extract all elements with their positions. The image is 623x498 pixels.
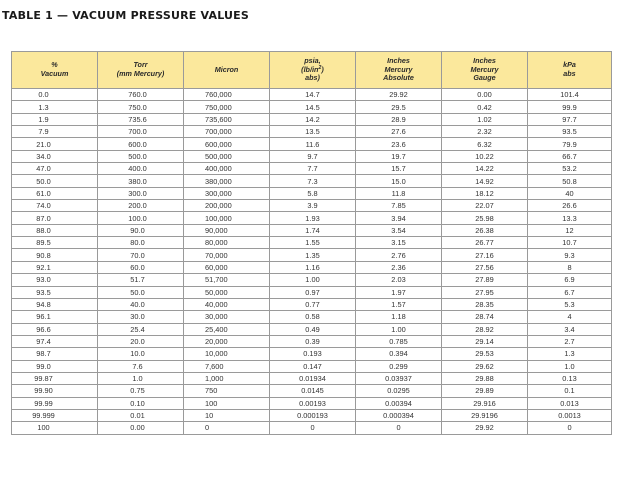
cell-kpa-abs: 12 [528, 224, 612, 236]
cell-inches-hg-gauge: 29.88 [442, 372, 528, 384]
cell-torr: 735.6 [98, 113, 184, 125]
header-percent-vacuum: % Vacuum [12, 52, 98, 89]
cell-inches-hg-absolute: 1.18 [356, 311, 442, 323]
cell-inches-hg-gauge: 26.38 [442, 224, 528, 236]
cell-kpa-abs: 5.3 [528, 298, 612, 310]
cell-inches-hg-absolute: 2.76 [356, 249, 442, 261]
cell-inches-hg-absolute: 0.00394 [356, 397, 442, 409]
cell-psia: 11.6 [270, 138, 356, 150]
header-kpa-abs: kPa abs [528, 52, 612, 89]
cell-inches-hg-absolute: 3.54 [356, 224, 442, 236]
cell-kpa-abs: 6.9 [528, 274, 612, 286]
cell-micron: 50,000 [184, 286, 270, 298]
cell-psia: 0.49 [270, 323, 356, 335]
cell-percent-vacuum: 100 [12, 422, 98, 434]
cell-inches-hg-gauge: 29.89 [442, 385, 528, 397]
table-row [12, 89, 612, 101]
cell-inches-hg-gauge: 14.22 [442, 163, 528, 175]
cell-micron: 51,700 [184, 274, 270, 286]
cell-percent-vacuum: 92.1 [12, 261, 98, 273]
cell-inches-hg-absolute: 0.299 [356, 360, 442, 372]
cell-micron: 40,000 [184, 298, 270, 310]
cell-percent-vacuum: 99.90 [12, 385, 98, 397]
cell-torr: 90.0 [98, 224, 184, 236]
cell-torr: 300.0 [98, 187, 184, 199]
table-row [12, 385, 612, 397]
table-row [12, 422, 612, 434]
cell-psia: 1.55 [270, 237, 356, 249]
cell-torr: 1.0 [98, 372, 184, 384]
cell-percent-vacuum: 88.0 [12, 224, 98, 236]
cell-micron: 20,000 [184, 335, 270, 347]
cell-inches-hg-absolute: 0.785 [356, 335, 442, 347]
cell-psia: 1.74 [270, 224, 356, 236]
cell-inches-hg-absolute: 15.0 [356, 175, 442, 187]
cell-inches-hg-gauge: 28.35 [442, 298, 528, 310]
cell-percent-vacuum: 96.6 [12, 323, 98, 335]
cell-kpa-abs: 0 [528, 422, 612, 434]
cell-kpa-abs: 10.7 [528, 237, 612, 249]
cell-torr: 750.0 [98, 101, 184, 113]
cell-psia: 1.16 [270, 261, 356, 273]
cell-inches-hg-absolute: 3.15 [356, 237, 442, 249]
cell-percent-vacuum: 7.9 [12, 126, 98, 138]
cell-percent-vacuum: 0.0 [12, 89, 98, 101]
cell-psia: 13.5 [270, 126, 356, 138]
cell-torr: 80.0 [98, 237, 184, 249]
cell-kpa-abs: 40 [528, 187, 612, 199]
cell-inches-hg-gauge: 29.9196 [442, 409, 528, 421]
cell-micron: 100,000 [184, 212, 270, 224]
cell-psia: 0 [270, 422, 356, 434]
cell-micron: 25,400 [184, 323, 270, 335]
cell-kpa-abs: 2.7 [528, 335, 612, 347]
cell-torr: 760.0 [98, 89, 184, 101]
cell-inches-hg-absolute: 28.9 [356, 113, 442, 125]
cell-inches-hg-gauge: 27.16 [442, 249, 528, 261]
cell-micron: 200,000 [184, 200, 270, 212]
table-row [12, 101, 612, 113]
cell-micron: 500,000 [184, 150, 270, 162]
header-inches-mercury-gauge: Inches Mercury Gauge [442, 52, 528, 89]
cell-micron: 0 [184, 422, 270, 434]
cell-torr: 100.0 [98, 212, 184, 224]
cell-percent-vacuum: 74.0 [12, 200, 98, 212]
cell-inches-hg-absolute: 23.6 [356, 138, 442, 150]
header-inches-mercury-absolute: Inches Mercury Absolute [356, 52, 442, 89]
cell-torr: 20.0 [98, 335, 184, 347]
cell-psia: 0.00193 [270, 397, 356, 409]
table-body [12, 89, 612, 435]
cell-torr: 51.7 [98, 274, 184, 286]
cell-inches-hg-gauge: 1.02 [442, 113, 528, 125]
table-row [12, 175, 612, 187]
cell-torr: 380.0 [98, 175, 184, 187]
cell-micron: 80,000 [184, 237, 270, 249]
cell-micron: 100 [184, 397, 270, 409]
table-row [12, 274, 612, 286]
cell-inches-hg-absolute: 7.85 [356, 200, 442, 212]
cell-torr: 60.0 [98, 261, 184, 273]
cell-torr: 0.01 [98, 409, 184, 421]
cell-torr: 0.00 [98, 422, 184, 434]
cell-torr: 7.6 [98, 360, 184, 372]
table-row [12, 224, 612, 236]
cell-percent-vacuum: 50.0 [12, 175, 98, 187]
cell-percent-vacuum: 89.5 [12, 237, 98, 249]
cell-inches-hg-absolute: 3.94 [356, 212, 442, 224]
cell-inches-hg-absolute: 0 [356, 422, 442, 434]
cell-kpa-abs: 8 [528, 261, 612, 273]
table-row [12, 409, 612, 421]
cell-psia: 0.193 [270, 348, 356, 360]
cell-percent-vacuum: 96.1 [12, 311, 98, 323]
cell-micron: 30,000 [184, 311, 270, 323]
cell-psia: 7.7 [270, 163, 356, 175]
cell-psia: 14.2 [270, 113, 356, 125]
cell-inches-hg-gauge: 29.62 [442, 360, 528, 372]
cell-micron: 10,000 [184, 348, 270, 360]
cell-inches-hg-absolute: 1.97 [356, 286, 442, 298]
cell-inches-hg-absolute: 0.000394 [356, 409, 442, 421]
cell-psia: 0.000193 [270, 409, 356, 421]
table-row [12, 298, 612, 310]
table-row [12, 138, 612, 150]
cell-kpa-abs: 50.8 [528, 175, 612, 187]
table-row [12, 311, 612, 323]
cell-percent-vacuum: 93.5 [12, 286, 98, 298]
cell-torr: 500.0 [98, 150, 184, 162]
header-psia: psia, $(lb/in^2)$ abs) [270, 52, 356, 89]
table-row [12, 113, 612, 125]
table-row [12, 163, 612, 175]
cell-micron: 735,600 [184, 113, 270, 125]
cell-psia: 0.97 [270, 286, 356, 298]
cell-percent-vacuum: 34.0 [12, 150, 98, 162]
cell-kpa-abs: 101.4 [528, 89, 612, 101]
cell-inches-hg-gauge: 2.32 [442, 126, 528, 138]
cell-percent-vacuum: 1.3 [12, 101, 98, 113]
cell-inches-hg-absolute: 2.36 [356, 261, 442, 273]
cell-psia: 0.39 [270, 335, 356, 347]
cell-micron: 400,000 [184, 163, 270, 175]
cell-percent-vacuum: 94.8 [12, 298, 98, 310]
cell-inches-hg-gauge: 0.42 [442, 101, 528, 113]
table-row [12, 286, 612, 298]
cell-torr: 600.0 [98, 138, 184, 150]
cell-inches-hg-gauge: 29.92 [442, 422, 528, 434]
cell-kpa-abs: 93.5 [528, 126, 612, 138]
table-row [12, 348, 612, 360]
cell-psia: 14.5 [270, 101, 356, 113]
cell-inches-hg-absolute: 0.394 [356, 348, 442, 360]
cell-kpa-abs: 3.4 [528, 323, 612, 335]
cell-kpa-abs: 97.7 [528, 113, 612, 125]
cell-inches-hg-gauge: 27.56 [442, 261, 528, 273]
cell-micron: 750,000 [184, 101, 270, 113]
cell-inches-hg-absolute: 1.00 [356, 323, 442, 335]
vacuum-pressure-table [11, 51, 612, 435]
cell-kpa-abs: 79.9 [528, 138, 612, 150]
cell-kpa-abs: 4 [528, 311, 612, 323]
cell-inches-hg-gauge: 27.95 [442, 286, 528, 298]
cell-inches-hg-gauge: 29.14 [442, 335, 528, 347]
table-row [12, 212, 612, 224]
cell-micron: 1,000 [184, 372, 270, 384]
cell-percent-vacuum: 99.999 [12, 409, 98, 421]
cell-psia: 3.9 [270, 200, 356, 212]
cell-inches-hg-gauge: 26.77 [442, 237, 528, 249]
cell-percent-vacuum: 97.4 [12, 335, 98, 347]
cell-torr: 10.0 [98, 348, 184, 360]
cell-torr: 50.0 [98, 286, 184, 298]
cell-psia: 1.93 [270, 212, 356, 224]
table-row [12, 261, 612, 273]
cell-percent-vacuum: 99.87 [12, 372, 98, 384]
cell-inches-hg-absolute: 29.92 [356, 89, 442, 101]
cell-torr: 0.10 [98, 397, 184, 409]
cell-inches-hg-absolute: 0.0295 [356, 385, 442, 397]
cell-kpa-abs: 0.13 [528, 372, 612, 384]
cell-percent-vacuum: 99.99 [12, 397, 98, 409]
cell-inches-hg-gauge: 14.92 [442, 175, 528, 187]
cell-micron: 750 [184, 385, 270, 397]
cell-torr: 400.0 [98, 163, 184, 175]
cell-micron: 10 [184, 409, 270, 421]
cell-inches-hg-absolute: 0.03937 [356, 372, 442, 384]
cell-psia: 1.35 [270, 249, 356, 261]
cell-inches-hg-gauge: 29.916 [442, 397, 528, 409]
cell-kpa-abs: 0.013 [528, 397, 612, 409]
cell-torr: 700.0 [98, 126, 184, 138]
cell-torr: 40.0 [98, 298, 184, 310]
cell-percent-vacuum: 1.9 [12, 113, 98, 125]
cell-inches-hg-gauge: 25.98 [442, 212, 528, 224]
cell-kpa-abs: 0.0013 [528, 409, 612, 421]
cell-inches-hg-gauge: 0.00 [442, 89, 528, 101]
cell-percent-vacuum: 61.0 [12, 187, 98, 199]
cell-percent-vacuum: 93.0 [12, 274, 98, 286]
cell-psia: 0.77 [270, 298, 356, 310]
cell-micron: 7,600 [184, 360, 270, 372]
cell-micron: 90,000 [184, 224, 270, 236]
cell-psia: 0.147 [270, 360, 356, 372]
cell-micron: 70,000 [184, 249, 270, 261]
table-row [12, 237, 612, 249]
cell-inches-hg-gauge: 27.89 [442, 274, 528, 286]
cell-psia: 0.58 [270, 311, 356, 323]
header-torr: Torr (mm Mercury) [98, 52, 184, 89]
cell-torr: 25.4 [98, 323, 184, 335]
cell-micron: 700,000 [184, 126, 270, 138]
cell-inches-hg-absolute: 1.57 [356, 298, 442, 310]
table-row [12, 150, 612, 162]
cell-kpa-abs: 1.3 [528, 348, 612, 360]
table-row [12, 335, 612, 347]
cell-torr: 200.0 [98, 200, 184, 212]
cell-micron: 60,000 [184, 261, 270, 273]
table-row [12, 249, 612, 261]
cell-kpa-abs: 6.7 [528, 286, 612, 298]
cell-kpa-abs: 0.1 [528, 385, 612, 397]
cell-torr: 70.0 [98, 249, 184, 261]
cell-inches-hg-gauge: 28.74 [442, 311, 528, 323]
table-row [12, 323, 612, 335]
header-row [12, 52, 612, 89]
cell-psia: 9.7 [270, 150, 356, 162]
cell-inches-hg-gauge: 29.53 [442, 348, 528, 360]
cell-inches-hg-gauge: 18.12 [442, 187, 528, 199]
cell-psia: 0.01934 [270, 372, 356, 384]
cell-inches-hg-absolute: 11.8 [356, 187, 442, 199]
cell-inches-hg-gauge: 22.07 [442, 200, 528, 212]
cell-inches-hg-gauge: 6.32 [442, 138, 528, 150]
table-row [12, 187, 612, 199]
cell-psia: 0.0145 [270, 385, 356, 397]
cell-kpa-abs: 53.2 [528, 163, 612, 175]
cell-psia: 14.7 [270, 89, 356, 101]
cell-micron: 760,000 [184, 89, 270, 101]
cell-inches-hg-absolute: 2.03 [356, 274, 442, 286]
cell-psia: 7.3 [270, 175, 356, 187]
table-row [12, 360, 612, 372]
header-micron: Micron [184, 52, 270, 89]
cell-percent-vacuum: 47.0 [12, 163, 98, 175]
table-row [12, 126, 612, 138]
cell-torr: 0.75 [98, 385, 184, 397]
table-row [12, 372, 612, 384]
cell-inches-hg-absolute: 19.7 [356, 150, 442, 162]
cell-psia: 5.8 [270, 187, 356, 199]
cell-kpa-abs: 9.3 [528, 249, 612, 261]
table-title: TABLE 1 — VACUUM PRESSURE VALUES [2, 9, 250, 22]
cell-micron: 300,000 [184, 187, 270, 199]
cell-inches-hg-absolute: 15.7 [356, 163, 442, 175]
cell-kpa-abs: 1.0 [528, 360, 612, 372]
cell-percent-vacuum: 98.7 [12, 348, 98, 360]
cell-kpa-abs: 13.3 [528, 212, 612, 224]
cell-kpa-abs: 66.7 [528, 150, 612, 162]
cell-percent-vacuum: 99.0 [12, 360, 98, 372]
cell-percent-vacuum: 90.8 [12, 249, 98, 261]
cell-micron: 380,000 [184, 175, 270, 187]
cell-psia: 1.00 [270, 274, 356, 286]
cell-inches-hg-gauge: 10.22 [442, 150, 528, 162]
cell-percent-vacuum: 87.0 [12, 212, 98, 224]
cell-inches-hg-absolute: 27.6 [356, 126, 442, 138]
cell-torr: 30.0 [98, 311, 184, 323]
cell-inches-hg-absolute: 29.5 [356, 101, 442, 113]
cell-kpa-abs: 26.6 [528, 200, 612, 212]
cell-inches-hg-gauge: 28.92 [442, 323, 528, 335]
cell-micron: 600,000 [184, 138, 270, 150]
cell-kpa-abs: 99.9 [528, 101, 612, 113]
table-row [12, 200, 612, 212]
cell-percent-vacuum: 21.0 [12, 138, 98, 150]
table-row [12, 397, 612, 409]
